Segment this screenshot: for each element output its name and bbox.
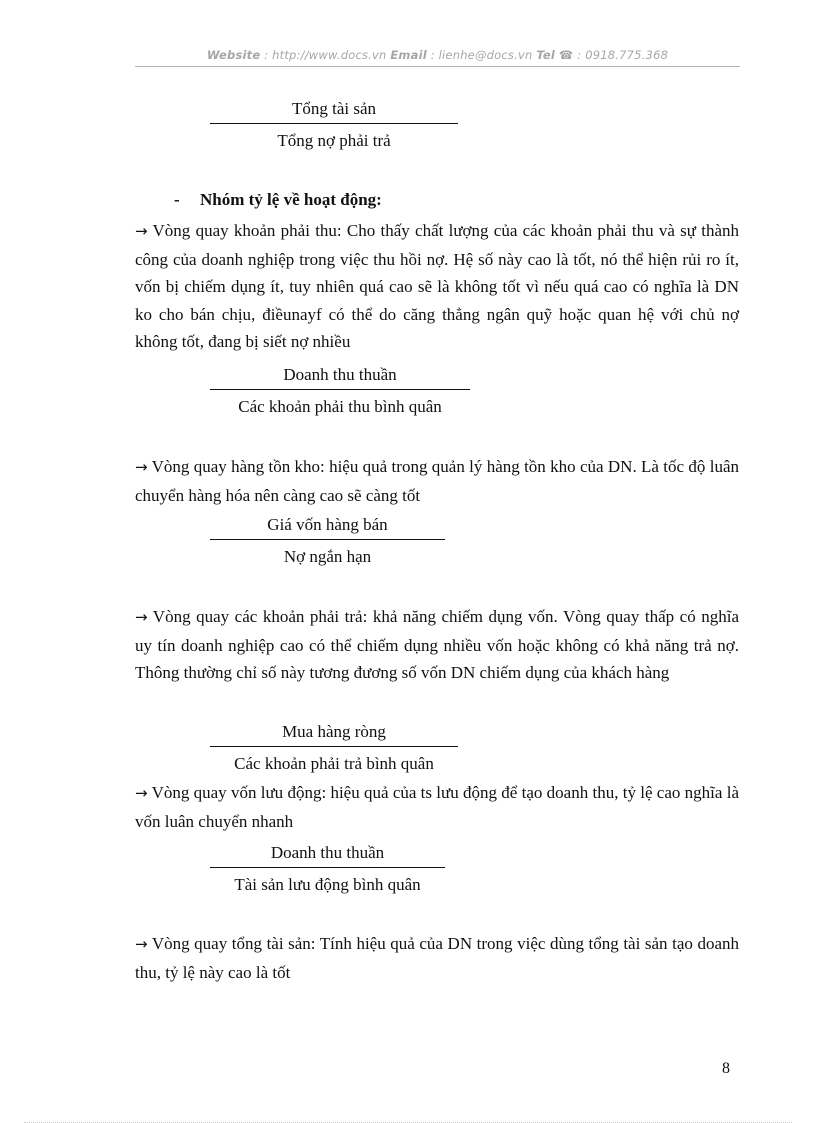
email-value: : lienhe@docs.vn [426,48,537,62]
website-value: : http://www.docs.vn [260,48,391,62]
formula-denominator: Nợ ngắn hạn [283,547,372,566]
formula-receivables-turnover [210,365,470,417]
paragraph-inventory-turnover [135,453,739,509]
paragraph-text: Vòng quay vốn lưu động: hiệu quả của ts lưu động để tạo doanh thu, tỷ lệ cao nghĩa là vốn luân chuyển nhanh [135,783,739,831]
formula-denominator: Tổng nợ phải trả [277,131,391,150]
arrow-icon: → [135,222,148,240]
paragraph-text: Vòng quay tổng tài sản: Tính hiệu quả của DN trong việc dùng tổng tài sản tạo doanh thu, tỷ lệ này cao là tốt [135,934,739,982]
formula-denominator: Tài sản lưu động bình quân [234,875,421,894]
formula-numerator: Doanh thu thuần [283,365,397,384]
formula-debt-ratio [210,99,458,151]
formula-numerator: Giá vốn hàng bán [267,515,388,534]
formula-inventory-turnover [210,515,445,567]
tel-value: : 0918.775.368 [573,48,669,62]
formula-numerator: Mua hàng ròng [282,722,386,741]
arrow-icon: → [135,458,148,476]
formula-numerator: Tổng tài sản [291,99,377,118]
arrow-icon: → [135,784,148,802]
header-divider [135,66,740,67]
page-number: 8 [722,1060,730,1077]
formula-denominator: Các khoản phải trả bình quân [234,754,434,773]
tel-label: Tel [536,48,556,62]
page-header [135,48,740,62]
formula-denominator: Các khoản phải thu bình quân [238,397,442,416]
paragraph-receivables-turnover [135,217,739,356]
arrow-icon: → [135,608,148,626]
email-label: Email [390,48,427,62]
paragraph-working-capital-turnover [135,779,739,835]
formula-working-capital-turnover [210,843,445,895]
formula-payables-turnover [210,722,458,774]
paragraph-text: Vòng quay khoản phải thu: Cho thấy chất lượng của các khoản phải thu và sự thành công của doanh nghiệp trong việc thu hồi nợ. Hệ số này cao là tốt, nó thể hiện rủi ro ít, vốn bị chiếm dụng ít, tuy nhiên quá cao sẽ là không tốt vì nếu quá cao có nghĩa là DN ko cho bán chịu, điềunayf có thể do căng thẳng ngân quỹ hoặc quan hệ với chủ nợ không tốt, đang bị siết nợ nhiều [135,221,739,351]
bullet-dash: - [174,190,180,209]
paragraph-text: Vòng quay các khoản phải trả: khả năng chiếm dụng vốn. Vòng quay thấp có nghĩa uy tín doanh nghiệp cao có thể chiếm dụng nhiều vốn hoặc không có khả năng trả nợ. Thông thường chỉ số này tương đương số vốn DN chiếm dụng của khách hàng [135,607,739,682]
phone-icon: ☎ [558,48,574,62]
paragraph-total-asset-turnover [135,930,739,986]
section-heading-text: Nhóm tỷ lệ về hoạt động: [200,190,382,209]
paragraph-payables-turnover [135,603,739,687]
website-label: Website [206,48,261,62]
formula-numerator: Doanh thu thuần [270,843,385,862]
paragraph-text: Vòng quay hàng tồn kho: hiệu quả trong quản lý hàng tồn kho của DN. Là tốc độ luân chuyển hàng hóa nên càng cao sẽ càng tốt [135,457,739,505]
section-heading [174,190,382,210]
arrow-icon: → [135,935,148,953]
